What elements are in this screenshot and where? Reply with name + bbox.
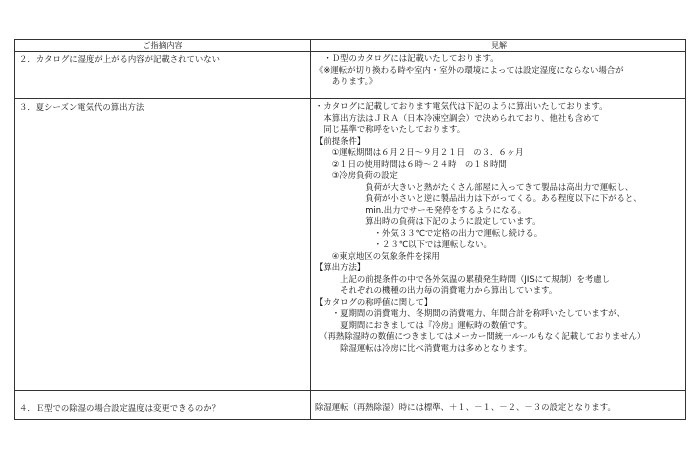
opinion-item-3: ・カタログに記載しております電気代は下記のように算出いたしております。 本算出方法はＪＲＡ（日本冷凍空調会）で決められており、他社も含めて 同じ基準で称呼をいたしております。 【前提条件】 ①運転期間は６月２日〜９月２１日 の３．６ヶ月 ②１日の使用時間は６時〜２４時 の１８時間 ③冷房負荷の設定 負荷が大きいと熱がたくさん部屋に入ってきて製品は高出力で運転し、 負荷が小さいと逆に製品出力は下がってくる。ある程度以下に下がると、 min.出力でサーモ発停をするようになる。 算出時の負荷は下記のように設定しています。 ・外気３３℃で定格の出力で運転し続ける。 ・２３℃以下では運転しない。 ④東京地区の気象条件を採用 【算出方法】 上記の前提条件の中で各外気温の累積発生時間（JISにて規制）を考慮し それぞれの機種の出力毎の消費電力から算出しています。 【カタログの称呼値に関して】 ・夏期間の消費電力、冬期間の消費電力、年間合計を称呼いたしていますが、 夏期間におきましては『冷房』運転時の数値です。 （再熱除湿時の数値につきましてはメーカー間統一ルールもなく記載しておりません） 除湿運転は冷房に比べ消費電力は多めとなります。 [315, 101, 646, 353]
row-divider [15, 390, 685, 391]
findings-table [14, 39, 686, 420]
opinion-item-2: ・Ｄ型のカタログには記載いたしております。 《※運転が切り換わる時や室内・室外の環境によっては設定湿度にならない場合が あります。》 [315, 53, 624, 86]
header-opinion: 見解 [491, 41, 507, 50]
column-divider [310, 40, 311, 419]
finding-item-3: ３．夏シーズン電気代の算出方法 [19, 102, 145, 112]
row-divider [15, 98, 685, 99]
finding-item-2: ２．カタログに湿度が上がる内容が記載されていない [19, 54, 220, 64]
finding-item-4: ４．Ｅ型での除湿の場合設定温度は変更できるのか？ [19, 403, 220, 413]
row-divider [15, 51, 685, 52]
header-findings: ご指摘内容 [142, 41, 183, 50]
opinion-item-4: 除湿運転（再熱除湿）時には標準、＋１、－１、－２、－３の設定となります。 [315, 402, 616, 412]
